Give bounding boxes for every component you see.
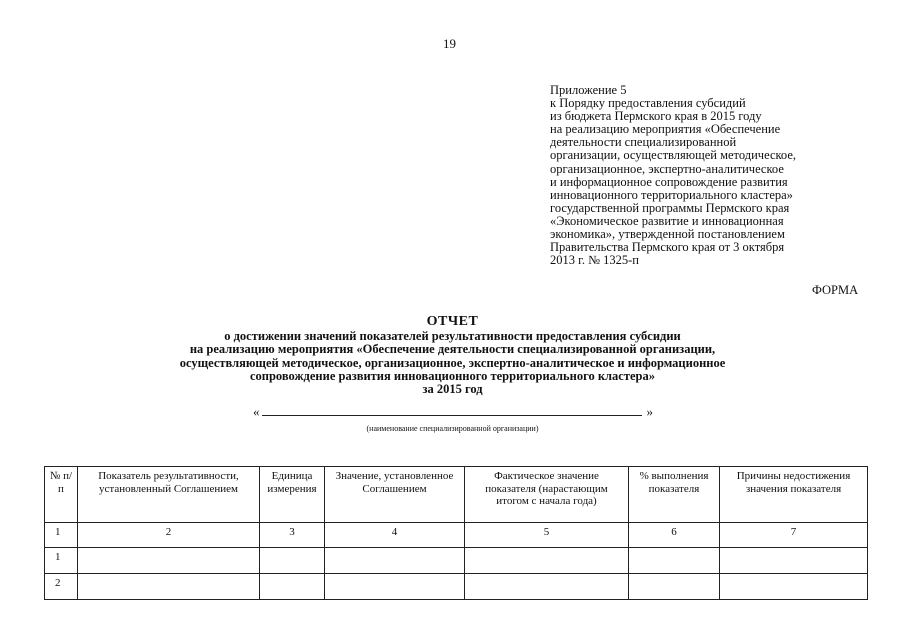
- unit-cell[interactable]: [260, 574, 325, 600]
- report-year-line: за 2015 год: [422, 382, 483, 397]
- organization-name-field[interactable]: [253, 404, 653, 420]
- close-quote: »: [646, 404, 653, 419]
- appendix-line: Приложение 5: [550, 83, 627, 97]
- form-label: ФОРМА: [812, 283, 859, 297]
- header-cell-target-value: Значение, установленное Соглашением: [325, 467, 465, 523]
- report-subtitle-line: сопровождение развития инновационного территориального кластера»: [249, 368, 655, 383]
- appendix-line: деятельности специализированной: [550, 135, 737, 150]
- report-subtitle-line: на реализацию мероприятия «Обеспечение деятельности специализированной организации,: [189, 342, 716, 357]
- row-number-cell: 1: [45, 548, 78, 574]
- appendix-line: из бюджета Пермского края в 2015 году: [550, 109, 762, 124]
- open-quote: «: [253, 404, 260, 419]
- column-number-cell: 3: [260, 523, 325, 548]
- appendix-note: [550, 84, 870, 267]
- appendix-line: Правительства Пермского края от 3 октября: [550, 240, 785, 255]
- header-cell-actual-value: Фактическое значение показателя (нарастающим итогом с начала года): [465, 467, 629, 523]
- target-value-cell[interactable]: [325, 574, 465, 600]
- header-cell-completion-percent: % выполнения показателя: [629, 467, 720, 523]
- column-number-cell: 6: [629, 523, 720, 548]
- completion-percent-cell[interactable]: [629, 548, 720, 574]
- report-subtitle: [0, 330, 905, 396]
- column-number-cell: 7: [720, 523, 868, 548]
- reasons-cell[interactable]: [720, 574, 868, 600]
- organization-name-underline: [262, 415, 642, 416]
- reasons-cell[interactable]: [720, 548, 868, 574]
- report-subtitle-line: о достижении значений показателей результативности предоставления субсидии: [224, 329, 681, 343]
- header-cell-number: № п/п: [45, 467, 78, 523]
- appendix-line: 2013 г. № 1325-п: [550, 253, 639, 268]
- appendix-line: организации, осуществляющей методическое,: [550, 148, 797, 163]
- completion-percent-cell[interactable]: [629, 574, 720, 600]
- actual-value-cell[interactable]: [465, 548, 629, 574]
- table-header-row: [45, 467, 868, 523]
- header-cell-reasons: Причины недостижения значения показателя: [720, 467, 868, 523]
- column-number-row: [45, 523, 868, 548]
- column-number-cell: 4: [325, 523, 465, 548]
- appendix-line: «Экономическое развитие и инновационная: [550, 213, 784, 228]
- indicator-cell[interactable]: [78, 548, 260, 574]
- column-number-cell: 5: [465, 523, 629, 548]
- appendix-line: на реализацию мероприятия «Обеспечение: [550, 122, 781, 137]
- appendix-line: экономика», утвержденной постановлением: [550, 227, 785, 242]
- report-subtitle-line: осуществляющей методическое, организационное, экспертно-аналитическое и информационное: [179, 355, 726, 370]
- appendix-line: инновационного территориального кластера»: [550, 187, 793, 202]
- target-value-cell[interactable]: [325, 548, 465, 574]
- unit-cell[interactable]: [260, 548, 325, 574]
- header-cell-unit: Единица измерения: [260, 467, 325, 523]
- header-cell-indicator: Показатель результативности, установленный Соглашением: [78, 467, 260, 523]
- appendix-line: и информационное сопровождение развития: [550, 174, 788, 189]
- indicators-table: [44, 466, 868, 600]
- row-number-cell: 2: [45, 574, 78, 600]
- column-number-cell: 2: [78, 523, 260, 548]
- report-title: ОТЧЕТ: [426, 314, 479, 329]
- actual-value-cell[interactable]: [465, 574, 629, 600]
- organization-name-caption: (наименование специализированной организации): [366, 424, 539, 433]
- appendix-line: к Порядку предоставления субсидий: [550, 96, 746, 111]
- table-row: [45, 574, 868, 600]
- column-number-cell: 1: [45, 523, 78, 548]
- table-row: [45, 548, 868, 574]
- page-number: 19: [443, 36, 456, 51]
- indicator-cell[interactable]: [78, 574, 260, 600]
- appendix-line: государственной программы Пермского края: [550, 200, 790, 215]
- appendix-line: организационное, экспертно-аналитическое: [550, 161, 784, 176]
